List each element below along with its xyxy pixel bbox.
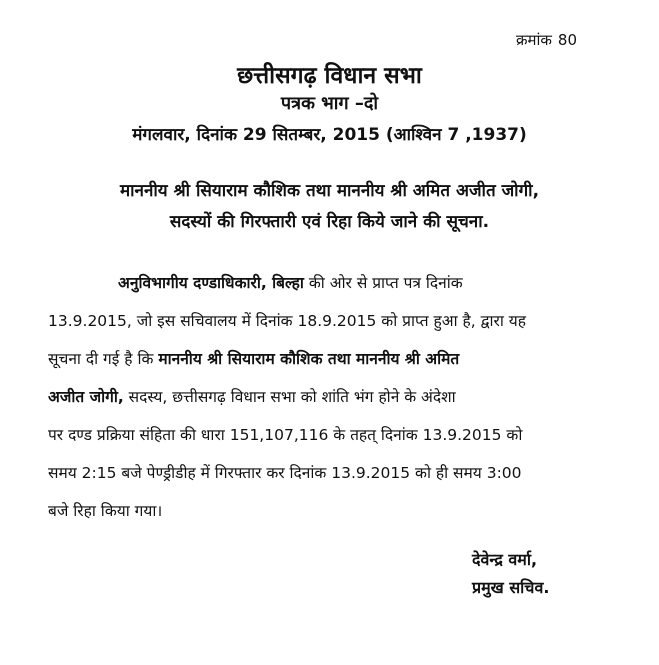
signatory-name: देवेन्द्र वर्मा, bbox=[472, 550, 538, 569]
body-line-5: पर दण्ड प्रक्रिया संहिता की धारा 151,107,116 के तहत् दिनांक 13.9.2015 को bbox=[48, 426, 523, 444]
serial-number-value: 80 bbox=[557, 31, 577, 49]
signature-block bbox=[472, 546, 549, 602]
serial-number bbox=[516, 30, 577, 50]
body-line-4-text: सदस्य, छत्तीसगढ़ विधान सभा को शांति भंग होने के अंदेशा bbox=[123, 388, 456, 406]
heading-line-1: माननीय श्री सियाराम कौशिक तथा माननीय श्री अमित अजीत जोगी, bbox=[119, 181, 540, 201]
body-line-4-bold: अजीत जोगी, bbox=[48, 388, 124, 406]
body-line-2: 13.9.2015, जो इस सचिवालय में दिनांक 18.9.2015 को प्राप्त हुआ है, द्वारा यह bbox=[48, 312, 527, 330]
body-line-4 bbox=[48, 378, 618, 416]
body-line-1-text: की ओर से प्राप्त पत्र दिनांक bbox=[303, 274, 463, 292]
document-date: मंगलवार, दिनांक 29 सितम्बर, 2015 (आश्विन 7 ,1937) bbox=[132, 125, 527, 145]
document-subtitle: पत्रक भाग –दो bbox=[280, 93, 379, 114]
body-line-1 bbox=[48, 264, 618, 302]
signatory-designation: प्रमुख सचिव. bbox=[472, 578, 550, 597]
body-line-1-bold: अनुविभागीय दण्डाधिकारी, बिल्हा bbox=[118, 274, 304, 292]
body-line-7: बजे रिहा किया गया। bbox=[48, 502, 163, 520]
body-line-3 bbox=[48, 340, 618, 378]
body-line-6: समय 2:15 बजे पेण्ड्रीडीह में गिरफ्तार कर दिनांक 13.9.2015 को ही समय 3:00 bbox=[48, 464, 522, 482]
document-title: छत्तीसगढ़ विधान सभा bbox=[237, 63, 422, 89]
body-line-3-bold: माननीय श्री सियाराम कौशिक तथा माननीय श्री अमित bbox=[158, 350, 460, 368]
heading-line-2: सदस्यों की गिरफ्तारी एवं रिहा किये जाने की सूचना. bbox=[169, 212, 490, 232]
notice-heading bbox=[0, 176, 659, 238]
body-line-3-text: सूचना दी गई है कि bbox=[48, 350, 159, 368]
notice-body bbox=[48, 264, 618, 530]
serial-number-label: क्रमांक bbox=[516, 31, 552, 49]
